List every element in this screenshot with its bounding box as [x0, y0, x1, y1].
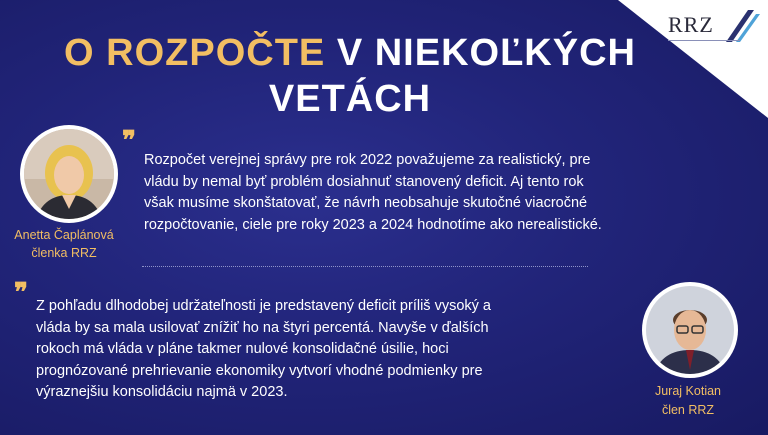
portrait-man: [646, 286, 734, 374]
quote-line: Z pohľadu dlhodobej udržateľnosti je predstavený deficit príliš vysoký a: [36, 298, 491, 314]
quote-mark-icon: ❞: [14, 278, 28, 307]
divider-right: [142, 266, 588, 267]
quote-mark-icon: ❞: [122, 126, 136, 155]
quote-line: rozpočtovanie, ciele pre roky 2023 a 2024 hodnotíme ako nerealistické.: [144, 216, 602, 233]
title-highlight: O ROZPOČTE: [64, 32, 326, 74]
quote-line: vláda by sa mala usilovať znížiť ho na štyri percentá. Navyše v ďalších: [36, 319, 489, 336]
person-name-caplanova: Anetta Čaplánová: [14, 228, 114, 242]
quote-text-kotian: [36, 296, 636, 404]
quote-line: prognózované prehrievanie ekonomiky vytvorí vhodné podmienky pre: [36, 362, 483, 379]
page-title: [0, 30, 700, 122]
quote-line: výraznejšiu konsolidáciu najmä v 2023.: [36, 384, 288, 400]
portrait-woman: [24, 129, 114, 219]
person-name-kotian: Juraj Kotian: [654, 384, 721, 398]
avatar-kotian: [642, 282, 738, 378]
quote-line: rokoch má vláda v pláne takmer nulové konsolidačné úsilie, hoci: [36, 341, 449, 357]
avatar-caplanova: [20, 125, 118, 223]
title-line1-rest: V NIEKOĽKÝCH: [325, 32, 636, 74]
quote-text-caplanova: [144, 150, 754, 236]
quote-line: Rozpočet verejnej správy pre rok 2022 považujeme za realistický, pre: [144, 152, 591, 168]
person-role-kotian: člen RRZ: [661, 403, 715, 417]
title-line2: VETÁCH: [268, 78, 432, 120]
quote-line: vládu by nemal byť problém dosiahnuť stanovený deficit. Aj tento rok: [144, 173, 584, 190]
person-role-caplanova: členka RRZ: [31, 246, 97, 260]
quote-line: však musíme skonštatovať, že návrh neobsahuje skutočné viacročné: [144, 195, 588, 211]
logo-text: RRZ: [668, 12, 714, 37]
